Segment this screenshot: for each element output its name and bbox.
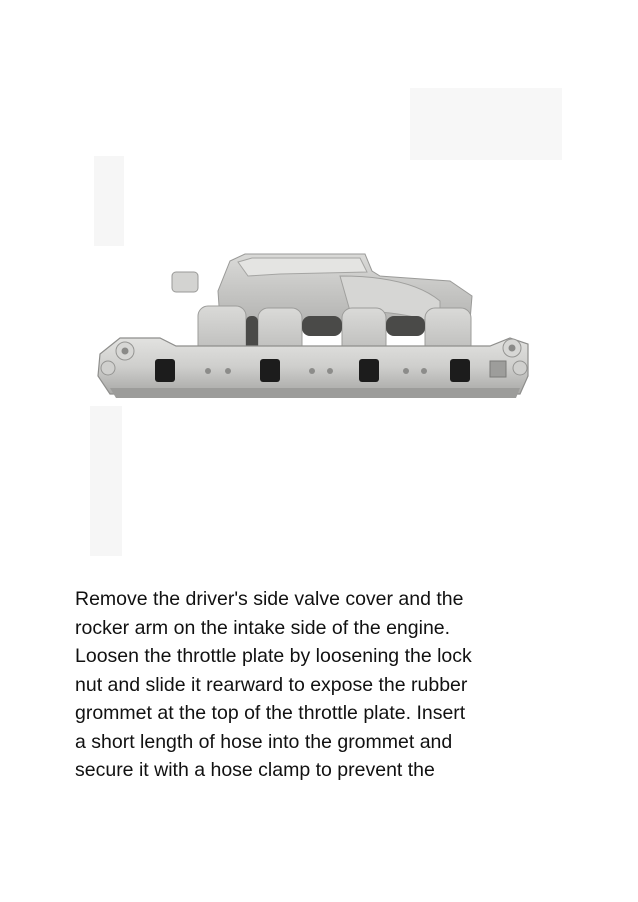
watermark-strip-top	[94, 156, 124, 246]
body-paragraph: Remove the driver's side valve cover and the rocker arm on the intake side of the engine. Loosen the throttle plate by loosening the lock nut and slide it rearward to expose the rubber grommet at the top of the throttle plate. Insert a short length of hose into the grommet and secure it with a hose clamp to prevent the	[75, 588, 472, 781]
intake-manifest-image	[80, 76, 565, 566]
watermark-block	[410, 88, 562, 160]
intake-manifest-photo	[80, 76, 565, 566]
watermark-strip-bottom	[90, 406, 122, 556]
